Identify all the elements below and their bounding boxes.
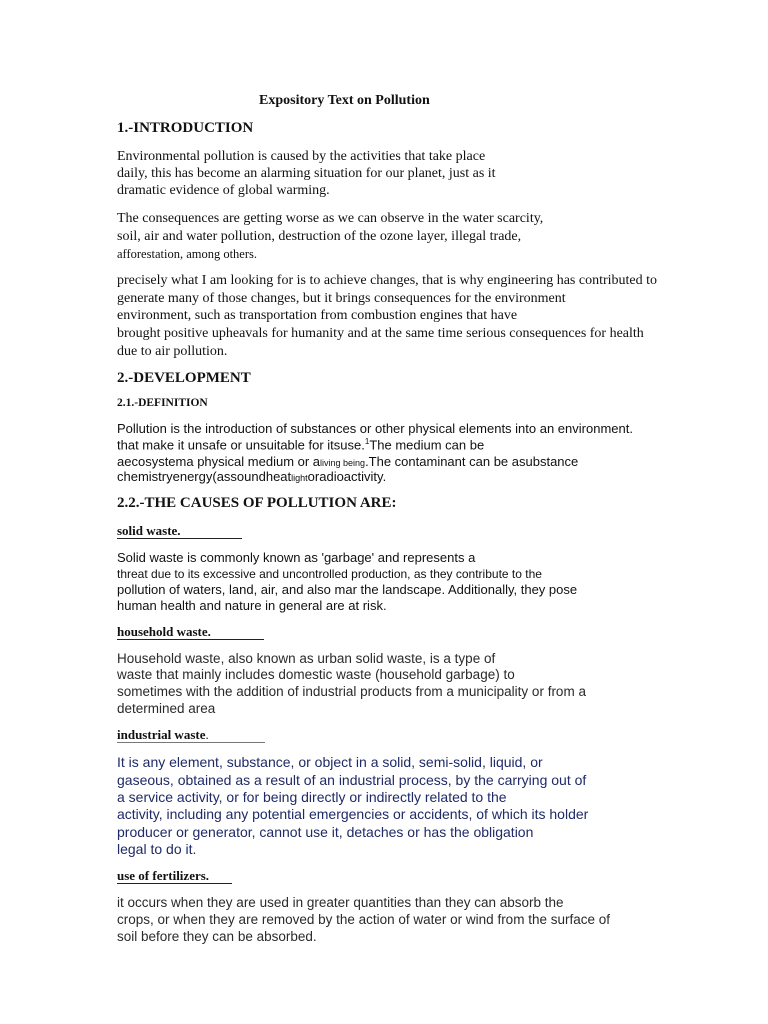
household-waste-line: determined area (117, 701, 216, 716)
industrial-waste-heading: industrial waste. (117, 727, 209, 742)
intro-p1-line: daily, this has become an alarming situation for our planet, just as it (117, 166, 496, 181)
industrial-waste-line: gaseous, obtained as a result of an industrial process, by the carrying out of (117, 772, 587, 788)
intro-p3-line: due to air pollution. (117, 344, 228, 359)
intro-p3-line: precisely what I am looking for is to achieve changes, that is why engineering has contributed to (117, 273, 658, 288)
document-title: Expository Text on Pollution (259, 93, 430, 108)
intro-heading: 1.-INTRODUCTION (117, 120, 254, 136)
intro-p1-line: dramatic evidence of global warming. (117, 183, 330, 198)
intro-p2-line: afforestation, among others. (117, 247, 258, 261)
household-waste-line: Household waste, also known as urban solid waste, is a type of (117, 651, 496, 666)
intro-p2-line: soil, air and water pollution, destruction of the ozone layer, illegal trade, (117, 229, 522, 244)
intro-p3-line: generate many of those changes, but it brings consequences for the environment (117, 291, 566, 306)
fertilizers-line: crops, or when they are removed by the action of water or wind from the surface of (117, 912, 610, 927)
fertilizers-line: soil before they can be absorbed. (117, 929, 317, 944)
definition-line: Pollution is the introduction of substances or other physical elements into an environment. (117, 421, 633, 436)
footnote-marker: 1 (364, 437, 370, 446)
definition-line: aecosystema physical medium or aliving being.The contaminant can be asubstance (117, 454, 579, 469)
heading-underline (117, 883, 232, 884)
intro-p3-line: brought positive upheavals for humanity and at the same time serious consequences for health (117, 326, 644, 341)
definition-line: that make it unsafe or unsuitable for itsuse.$^1$The medium can be (117, 437, 485, 453)
household-waste-line: sometimes with the addition of industrial products from a municipality or from a (117, 684, 586, 699)
development-heading: 2.-DEVELOPMENT (117, 370, 251, 386)
household-waste-line: waste that mainly includes domestic waste (household garbage) to (117, 667, 515, 682)
heading-underline (117, 742, 265, 743)
intro-p1-line: Environmental pollution is caused by the activities that take place (117, 149, 486, 164)
definition-heading: 2.1.-DEFINITION (117, 397, 208, 409)
industrial-waste-line: legal to do it. (117, 841, 197, 857)
causes-heading: 2.2.-THE CAUSES OF POLLUTION ARE: (117, 495, 397, 511)
solid-waste-line: threat due to its excessive and uncontrolled production, as they contribute to the (117, 567, 542, 581)
industrial-waste-line: activity, including any potential emergencies or accidents, of which its holder (117, 806, 589, 822)
industrial-waste-line: producer or generator, cannot use it, detaches or has the obligation (117, 824, 534, 840)
solid-waste-line: human health and nature in general are at risk. (117, 598, 387, 613)
heading-underline (117, 538, 242, 539)
industrial-waste-line: a service activity, or for being directly or indirectly related to the (117, 789, 507, 805)
definition-line: chemistryenergy(assoundheatlightoradioactivity. (117, 469, 387, 484)
fertilizers-line: it occurs when they are used in greater quantities than they can absorb the (117, 895, 564, 910)
solid-waste-heading: solid waste. (117, 523, 181, 538)
heading-underline (117, 639, 264, 640)
industrial-waste-line: It is any element, substance, or object in a solid, semi-solid, liquid, or (117, 754, 543, 770)
fertilizers-heading: use of fertilizers. (117, 868, 210, 883)
intro-p3-line: environment, such as transportation from combustion engines that have (117, 308, 518, 323)
solid-waste-line: pollution of waters, land, air, and also mar the landscape. Additionally, they pose (117, 582, 578, 597)
intro-p2-line: The consequences are getting worse as we can observe in the water scarcity, (117, 211, 544, 226)
household-waste-heading: household waste. (117, 624, 211, 639)
solid-waste-line: Solid waste is commonly known as 'garbage' and represents a (117, 550, 476, 565)
